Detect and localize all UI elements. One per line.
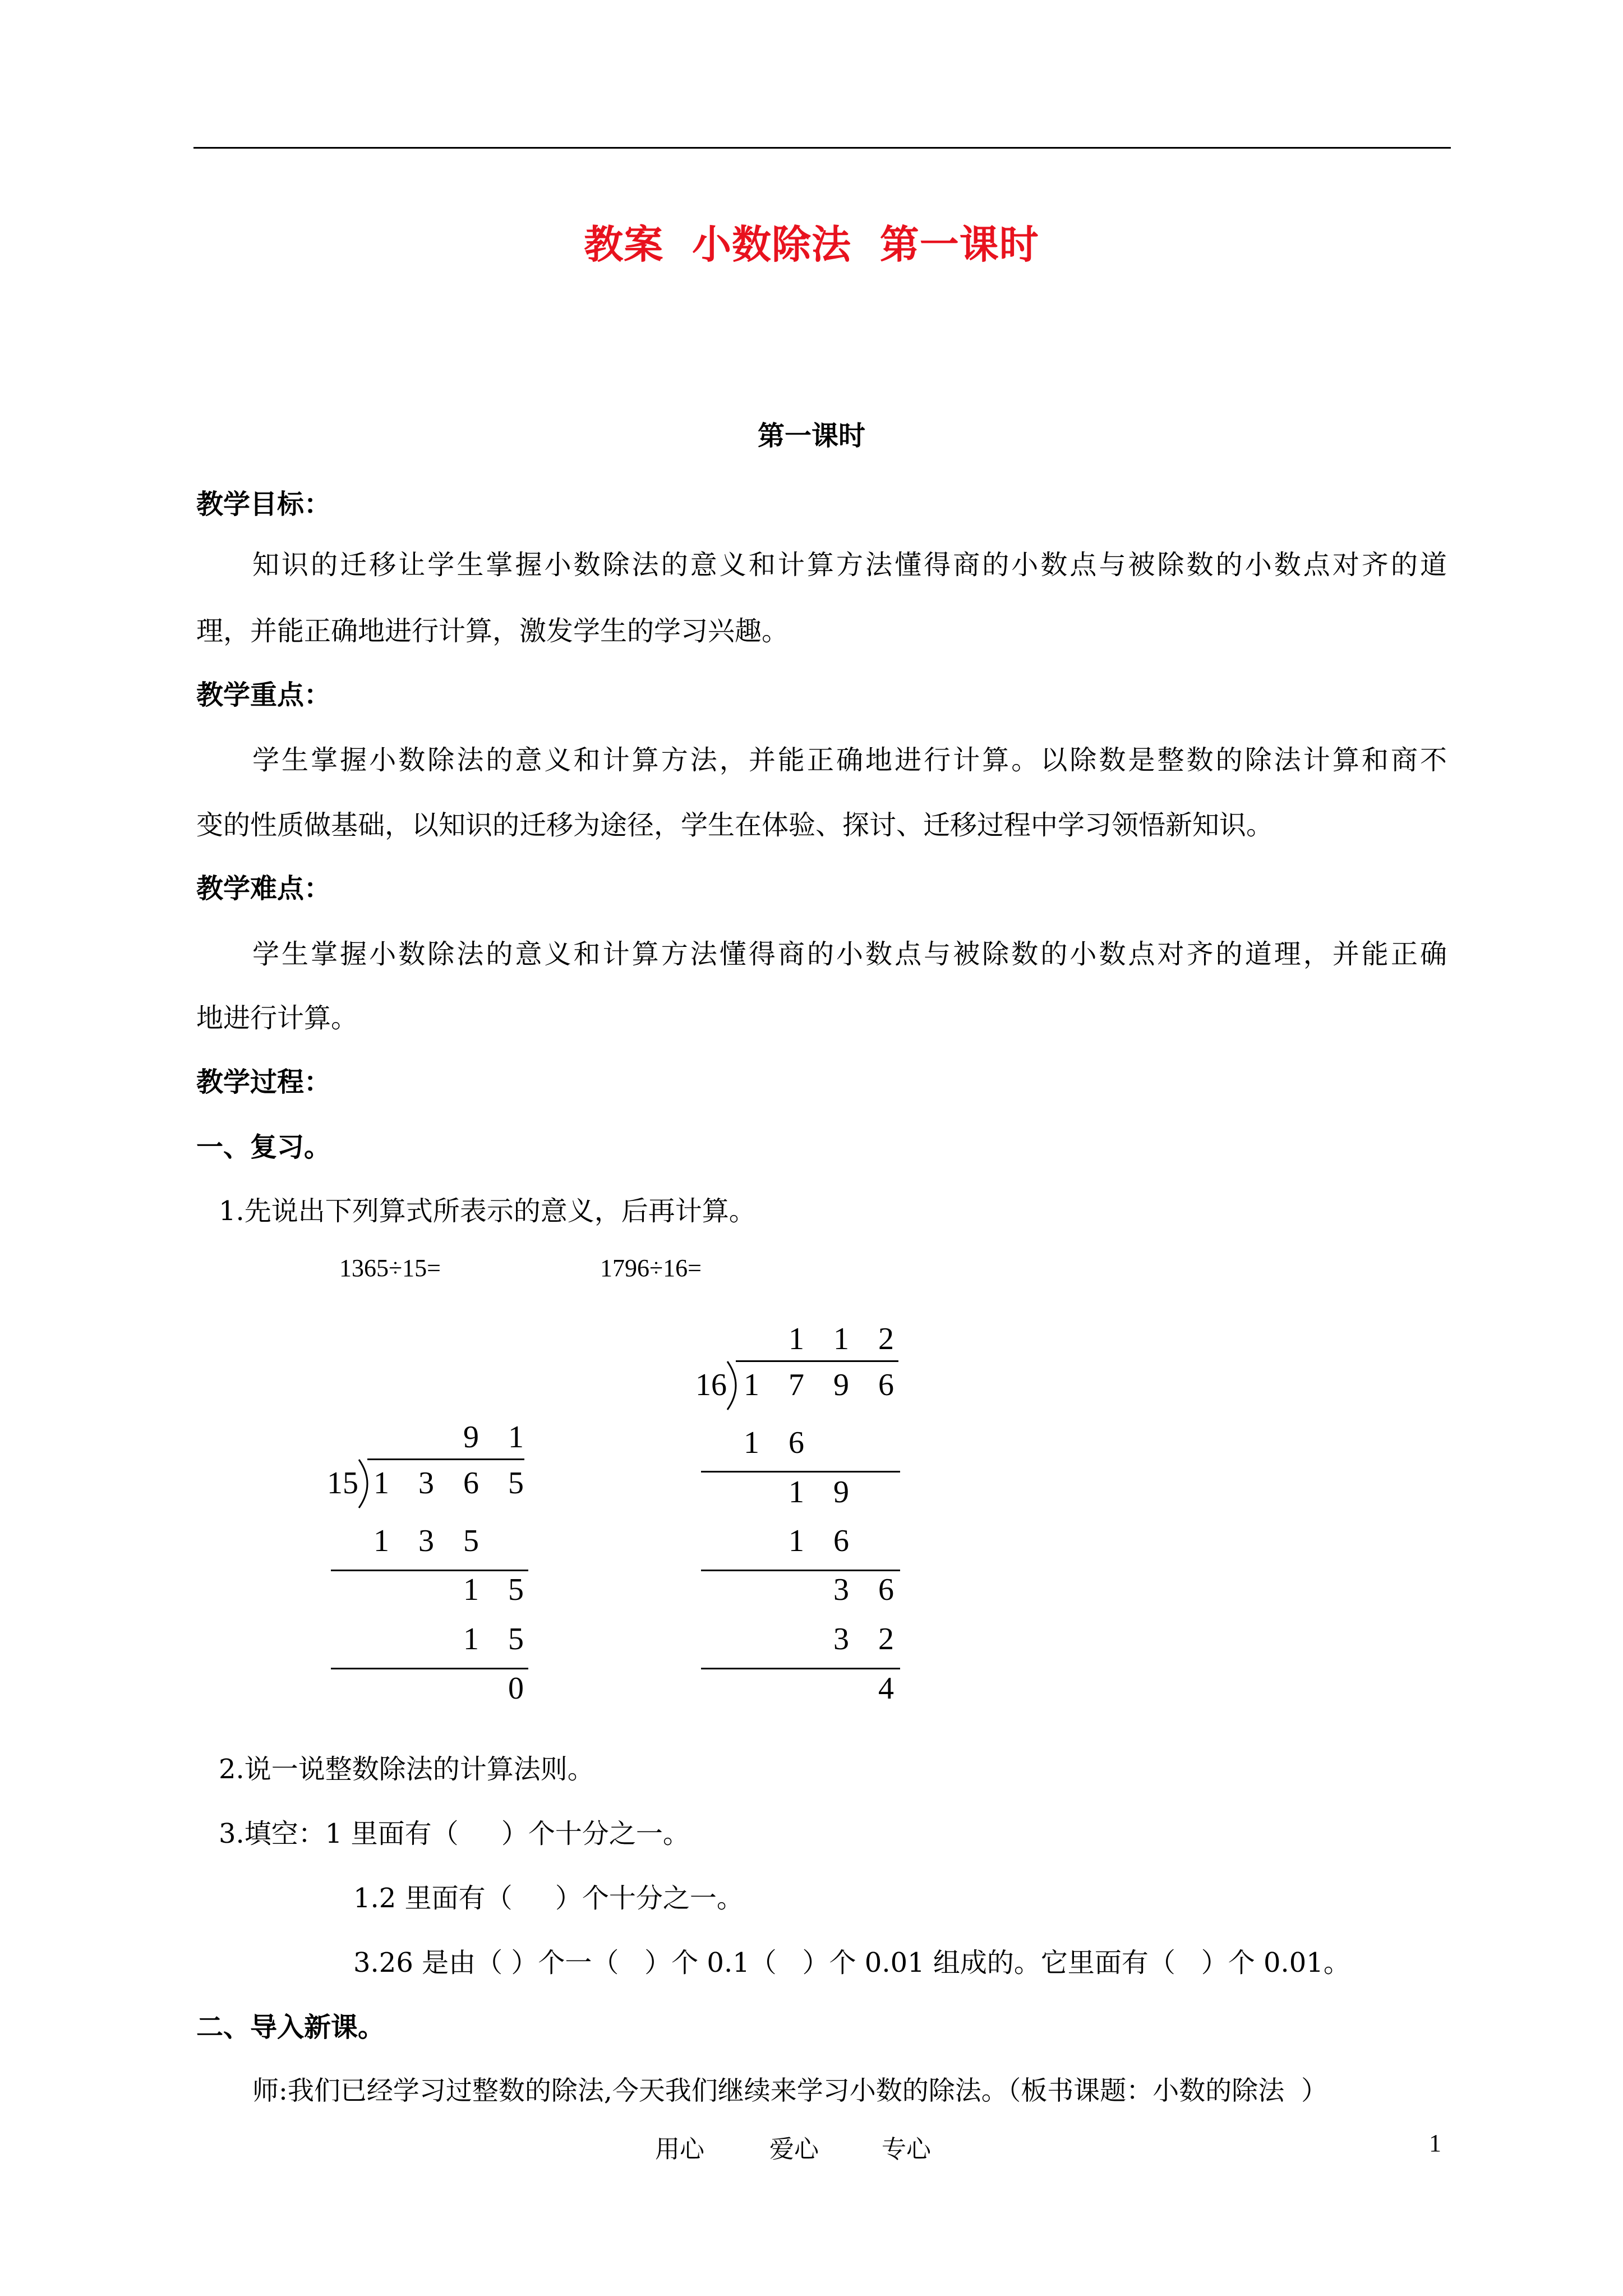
subtraction-line bbox=[701, 1668, 900, 1669]
equation-1: 1365÷15= bbox=[339, 1254, 441, 1282]
step-digit: 1 bbox=[374, 1524, 389, 1558]
objectives-line1: 知识的迁移让学生掌握小数除法的意义和计算方法懂得商的小数点与被除数的小数点对齐的道 bbox=[252, 549, 1447, 581]
divisor: 16 bbox=[695, 1368, 727, 1402]
process-heading: 教学过程： bbox=[196, 1066, 331, 1098]
objectives-heading: 教学目标： bbox=[196, 489, 331, 520]
step-digit: 3 bbox=[833, 1572, 849, 1607]
divisor: 15 bbox=[327, 1466, 358, 1501]
dividend-digit: 9 bbox=[833, 1368, 849, 1402]
quotient-digit: 1 bbox=[508, 1420, 524, 1455]
quotient-digit: 1 bbox=[789, 1322, 804, 1356]
equation-2: 1796÷16= bbox=[600, 1254, 702, 1282]
subtraction-line bbox=[331, 1668, 528, 1669]
step-digit: 5 bbox=[508, 1572, 524, 1607]
difficulties-line1: 学生掌握小数除法的意义和计算方法懂得商的小数点与被除数的小数点对齐的道理，并能正确 bbox=[252, 938, 1447, 970]
dividend-digit: 5 bbox=[508, 1466, 524, 1501]
objectives-line2: 理，并能正确地进行计算，激发学生的学习兴趣。 bbox=[196, 615, 789, 647]
difficulties-heading: 教学难点： bbox=[196, 873, 331, 904]
remainder-digit: 4 bbox=[878, 1671, 894, 1706]
review-item-1: 1.先说出下列算式所表示的意义，后再计算。 bbox=[219, 1195, 756, 1227]
step-digit: 5 bbox=[463, 1524, 479, 1558]
dividend-digit: 3 bbox=[418, 1466, 434, 1501]
review-item-3: 3.填空：1 里面有（ ）个十分之一。 bbox=[219, 1818, 690, 1849]
review-heading: 一、复习。 bbox=[196, 1131, 331, 1163]
step-digit: 1 bbox=[744, 1425, 759, 1460]
new-lesson-heading: 二、导入新课。 bbox=[196, 2012, 385, 2043]
difficulties-line2: 地进行计算。 bbox=[196, 1002, 358, 1034]
header-rule bbox=[193, 147, 1451, 149]
subtraction-line bbox=[701, 1570, 900, 1571]
quotient-digit: 9 bbox=[463, 1420, 479, 1455]
footer-right: 专心 bbox=[882, 2135, 931, 2164]
dividend-digit: 1 bbox=[744, 1368, 759, 1402]
step-digit: 3 bbox=[418, 1524, 434, 1558]
step-digit: 1 bbox=[463, 1622, 479, 1657]
step-digit: 1 bbox=[789, 1475, 804, 1510]
step-digit: 2 bbox=[878, 1622, 894, 1657]
review-item-3b: 1.2 里面有（ ）个十分之一。 bbox=[353, 1883, 744, 1914]
subtraction-line bbox=[701, 1471, 900, 1473]
key-points-line1: 学生掌握小数除法的意义和计算方法，并能正确地进行计算。以除数是整数的除法计算和商不 bbox=[252, 744, 1447, 776]
step-digit: 9 bbox=[833, 1475, 849, 1510]
step-digit: 5 bbox=[508, 1622, 524, 1657]
subtraction-line bbox=[331, 1570, 528, 1571]
dividend-digit: 6 bbox=[463, 1466, 479, 1501]
vinculum bbox=[367, 1458, 524, 1460]
section-subtitle: 第一课时 bbox=[757, 420, 865, 452]
new-lesson-line1: 师:我们已经学习过整数的除法,今天我们继续来学习小数的除法。（板书课题：小数的除法 ） bbox=[252, 2076, 1328, 2106]
quotient-digit: 1 bbox=[833, 1322, 849, 1356]
dividend-digit: 1 bbox=[374, 1466, 389, 1501]
remainder-digit: 0 bbox=[508, 1671, 524, 1706]
dividend-digit: 7 bbox=[789, 1368, 804, 1402]
step-digit: 1 bbox=[463, 1572, 479, 1607]
review-item-3c: 3.26 是由（ ）个一（ ）个 0.1（ ）个 0.01 组成的。它里面有（ ）个 0.01。 bbox=[353, 1947, 1350, 1978]
page-title: 教案 小数除法 第一课时 bbox=[584, 221, 1039, 268]
footer-middle: 爱心 bbox=[769, 2135, 819, 2164]
key-points-line2: 变的性质做基础，以知识的迁移为途径，学生在体验、探讨、迁移过程中学习领悟新知识。 bbox=[196, 809, 1274, 841]
footer-left: 用心 bbox=[655, 2135, 704, 2164]
quotient-digit: 2 bbox=[878, 1322, 894, 1356]
step-digit: 1 bbox=[789, 1524, 804, 1558]
step-digit: 3 bbox=[833, 1622, 849, 1657]
page-number: 1 bbox=[1429, 2129, 1441, 2157]
vinculum bbox=[736, 1360, 898, 1362]
step-digit: 6 bbox=[878, 1572, 894, 1607]
step-digit: 6 bbox=[789, 1425, 804, 1460]
step-digit: 6 bbox=[833, 1524, 849, 1558]
dividend-digit: 6 bbox=[878, 1368, 894, 1402]
key-points-heading: 教学重点： bbox=[196, 679, 331, 711]
review-item-2: 2.说一说整数除法的计算法则。 bbox=[219, 1754, 594, 1785]
